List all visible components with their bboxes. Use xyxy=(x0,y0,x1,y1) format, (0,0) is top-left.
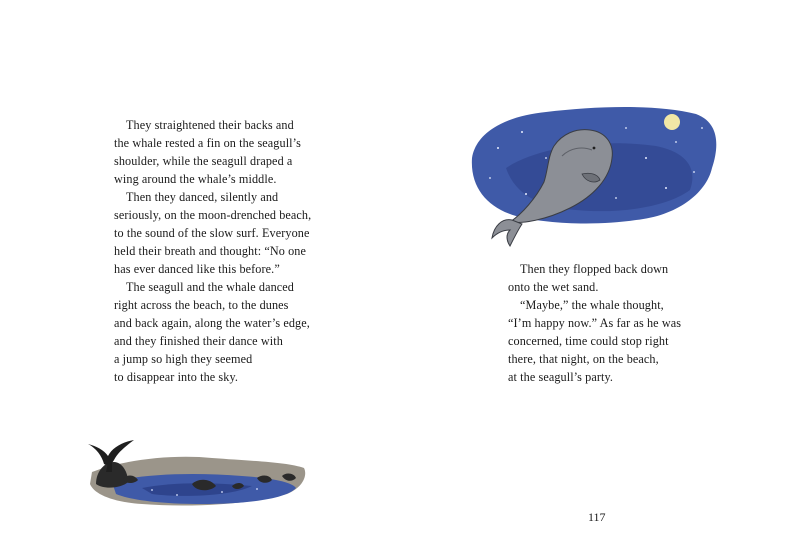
text-line: shoulder, while the seagull draped a xyxy=(114,154,293,168)
text-line: onto the wet sand. xyxy=(508,280,599,294)
text-line: Then they danced, silently and xyxy=(126,190,279,204)
text-line: at the seagull’s party. xyxy=(508,370,614,384)
text-line: right across the beach, to the dunes xyxy=(114,298,289,312)
left-page-text xyxy=(114,116,311,386)
text-line: Then they flopped back down xyxy=(520,262,669,276)
text-line: and back again, along the water’s edge, xyxy=(114,316,310,330)
page-number: 117 xyxy=(588,510,606,524)
text-line: a jump so high they seemed xyxy=(114,352,253,366)
text-line: the whale rested a fin on the seagull’s xyxy=(114,136,301,150)
text-line: held their breath and thought: “No one xyxy=(114,244,306,258)
text-line: The seagull and the whale danced xyxy=(126,280,294,294)
text-line: “I’m happy now.” As far as he was xyxy=(508,316,682,330)
text-line: wing around the whale’s middle. xyxy=(114,172,277,186)
moon-icon xyxy=(664,114,680,130)
text-line: seriously, on the moon-drenched beach, xyxy=(114,208,312,222)
text-line: to the sound of the slow surf. Everyone xyxy=(114,226,310,240)
shore-illustration xyxy=(82,432,312,512)
whale-illustration xyxy=(466,98,722,248)
text-line: and they finished their dance with xyxy=(114,334,283,348)
right-page-text xyxy=(508,260,681,386)
text-line: “Maybe,” the whale thought, xyxy=(520,298,664,312)
text-line: They straightened their backs and xyxy=(126,118,294,132)
text-line: to disappear into the sky. xyxy=(114,370,238,384)
text-line: concerned, time could stop right xyxy=(508,334,669,348)
text-line: there, that night, on the beach, xyxy=(508,352,659,366)
text-line: has ever danced like this before.” xyxy=(114,262,280,276)
